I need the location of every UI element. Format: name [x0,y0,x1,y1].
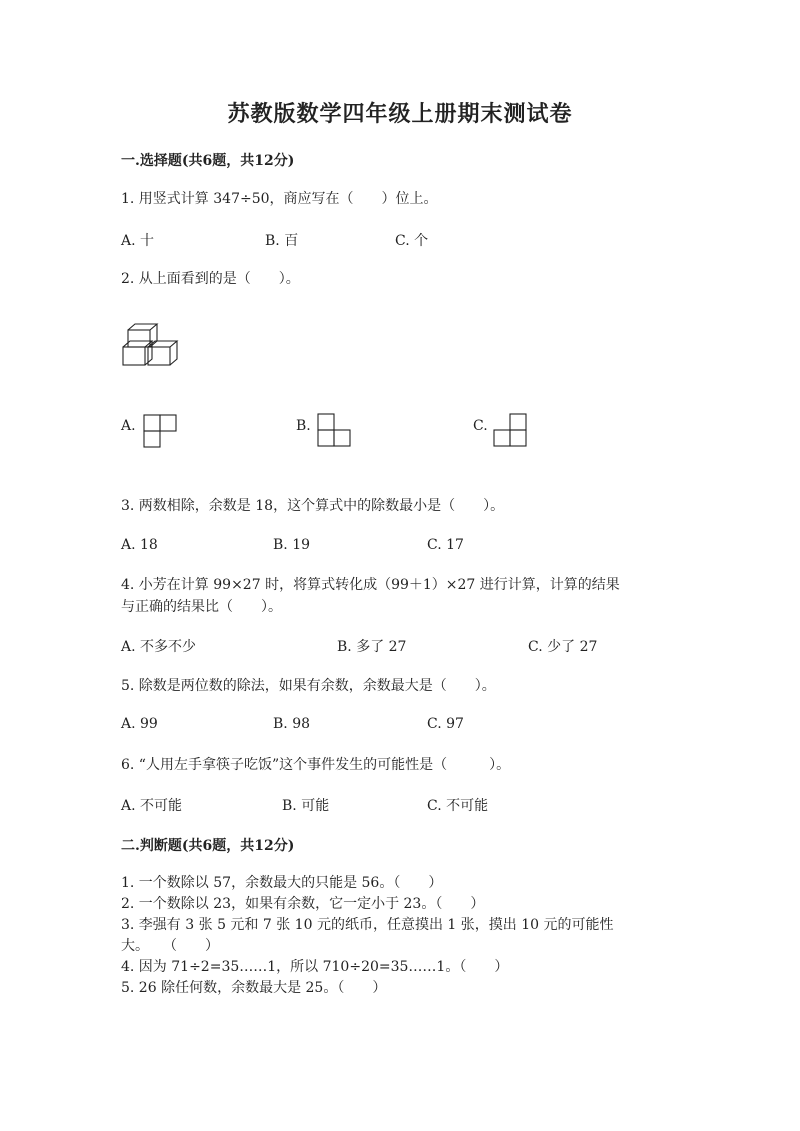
question-4-text-line2: 与正确的结果比（ ）。 [121,599,282,615]
question-4-option-a: A. 不多不少 [121,639,197,655]
judgement-line-3-cont: 大。 （ ） [121,938,219,954]
question-4-text-line1: 4. 小芳在计算 99×27 时，将算式转化成（99＋1）×27 进行计算，计算的结果 [121,577,620,593]
question-5-option-a: A. 99 [121,716,158,732]
question-3-option-b: B. 19 [273,537,311,553]
judgement-line-4: 4. 因为 71÷2=35……1，所以 710÷20=35……1。（ ） [121,959,509,975]
question-5-option-c: C. 97 [427,716,464,732]
top-view-c-icon [493,413,529,449]
question-6-option-a: A. 不可能 [121,798,183,814]
question-3-option-a: A. 18 [121,537,158,553]
page-title: 苏教版数学四年级上册期末测试卷 [227,101,573,127]
question-6-text: 6. “人用左手拿筷子吃饭”这个事件发生的可能性是（ ）。 [121,757,511,773]
question-1-option-c: C. 个 [395,233,429,249]
question-5-text: 5. 除数是两位数的除法，如果有余数，余数最大是（ ）。 [121,678,496,694]
judgement-line-1: 1. 一个数除以 57，余数最大的只能是 56。（ ） [121,875,443,891]
question-1-option-a: A. 十 [121,233,155,249]
section-heading-judgement: 二.判断题(共6题，共12分) [121,838,295,854]
question-6-option-b: B. 可能 [282,798,330,814]
question-4-option-c: C. 少了 27 [528,639,598,655]
question-4-option-b: B. 多了 27 [337,639,407,655]
question-1-text: 1. 用竖式计算 347÷50，商应写在（ ）位上。 [121,191,438,207]
question-2-option-a-label: A. [121,418,136,434]
judgement-line-3: 3. 李强有 3 张 5 元和 7 张 10 元的纸币，任意摸出 1 张，摸出 10 元的可能性 [121,917,614,933]
judgement-line-5: 5. 26 除任何数，余数最大是 25。（ ） [121,980,387,996]
question-1-option-b: B. 百 [265,233,299,249]
top-view-b-icon [317,413,353,449]
question-2-option-b-label: B. [296,418,311,434]
cube-stack-icon [121,322,181,368]
question-3-text: 3. 两数相除，余数是 18，这个算式中的除数最小是（ ）。 [121,498,505,514]
judgement-line-2: 2. 一个数除以 23，如果有余数，它一定小于 23。（ ） [121,896,485,912]
top-view-a-icon [143,414,179,450]
section-heading-choice: 一.选择题(共6题，共12分) [121,153,295,169]
question-3-option-c: C. 17 [427,537,464,553]
question-2-text: 2. 从上面看到的是（ ）。 [121,271,300,287]
question-5-option-b: B. 98 [273,716,311,732]
question-2-option-c-label: C. [473,418,488,434]
question-6-option-c: C. 不可能 [427,798,489,814]
